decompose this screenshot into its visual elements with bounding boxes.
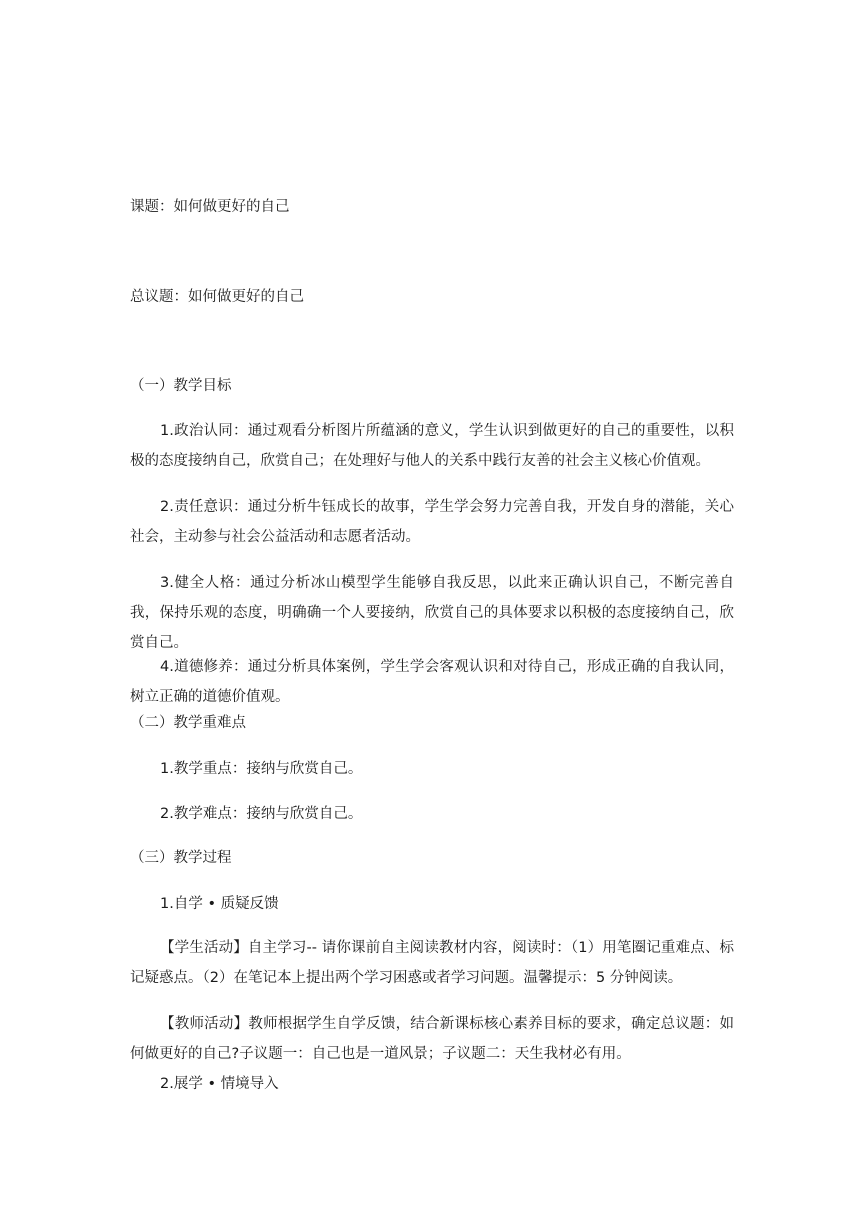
section-heading-process: （三）教学过程 <box>130 850 232 866</box>
teacher-activity-paragraph: 【教师活动】教师根据学生自学反馈，结合新课标核心素养目标的要求，确定总议题：如何做更好的自己?子议题一：自己也是一道风景；子议题二：天生我材必有用。 <box>130 1016 734 1062</box>
objective-item-4: 4.道德修养：通过分析具体案例，学生学会客观认识和对待自己，形成正确的自我认同，树立正确的道德价值观。 <box>130 659 734 705</box>
general-topic: 总议题：如何做更好的自己 <box>130 289 304 305</box>
lesson-title: 课题：如何做更好的自己 <box>130 199 290 215</box>
objective-item-2: 2.责任意识：通过分析牛钰成长的故事，学生学会努力完善自我，开发自身的潜能，关心社会，主动参与社会公益活动和志愿者活动。 <box>130 499 734 545</box>
process-step-1-title: 1.自学 • 质疑反馈 <box>160 896 279 912</box>
objective-item-1: 1.政治认同：通过观看分析图片所蕴涵的意义，学生认识到做更好的自己的重要性，以积极的态度接纳自己，欣赏自己；在处理好与他人的关系中践行友善的社会主义核心价值观。 <box>130 423 734 469</box>
objective-item-3: 3.健全人格：通过分析冰山模型学生能够自我反思，以此来正确认识自己，不断完善自我，保持乐观的态度，明确确一个人要接纳，欣赏自己的具体要求以积极的态度接纳自己，欣赏自己。 <box>130 575 734 651</box>
section-heading-key-points: （二）教学重难点 <box>130 715 246 731</box>
key-point-item-2: 2.教学难点：接纳与欣赏自己。 <box>160 806 363 822</box>
key-point-item-1: 1.教学重点：接纳与欣赏自己。 <box>160 761 363 777</box>
student-activity-paragraph: 【学生活动】自主学习-- 请你课前自主阅读教材内容，阅读时：（1）用笔圈记重难点、标记疑惑点。（2）在笔记本上提出两个学习困惑或者学习问题。温馨提示：5 分钟阅读。 <box>130 940 734 986</box>
process-step-2-title: 2.展学 • 情境导入 <box>160 1076 279 1092</box>
section-heading-objectives: （一）教学目标 <box>130 378 232 394</box>
